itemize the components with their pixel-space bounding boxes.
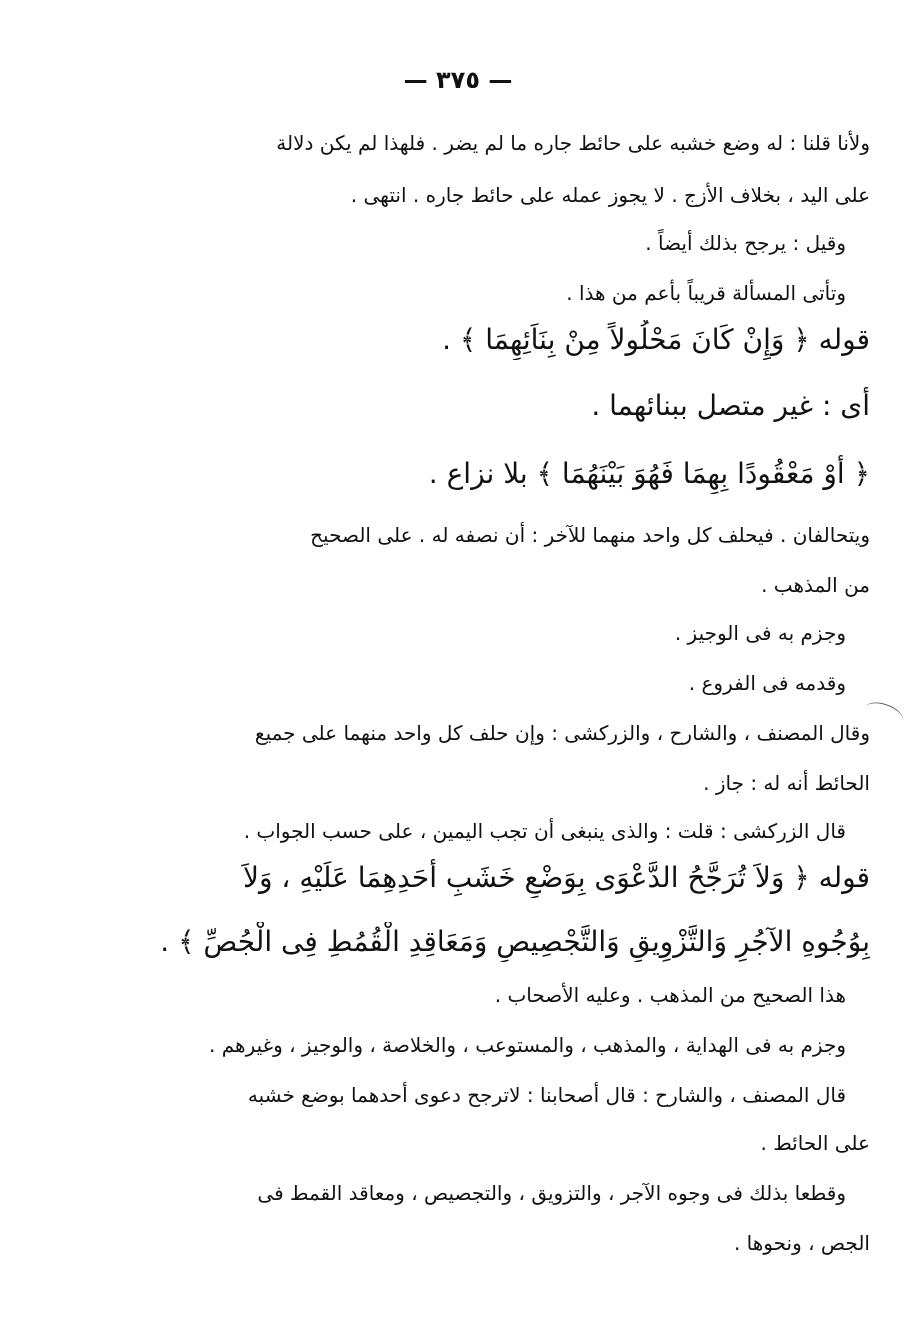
text-line: وجزم به فى الوجيز . [674, 621, 846, 645]
text-line: الجص ، ونحوها . [733, 1231, 870, 1255]
text-line: وجزم به فى الهداية ، والمذهب ، والمستوعب ، والخلاصة ، والوجيز ، وغيرهم . [209, 1033, 846, 1057]
text-line: من المذهب . [761, 573, 870, 597]
text-line: قال المصنف ، والشارح : قال أصحابنا : لاترجح دعوى أحدهما بوضع خشبه [247, 1083, 846, 1107]
text-line: ولأنا قلنا : له وضع خشبه على حائط جاره ما لم يضر . فلهذا لم يكن دلالة [276, 131, 870, 155]
quran-verse-line: بِوُجُوهِ الآجُرِ وَالتَّزْوِيقِ وَالتَّجْصِيصِ وَمَعَاقِدِ الْقُمُطِ فِى الْجُصِّ ﴾ . [160, 925, 870, 958]
text-line: على اليد ، بخلاف الأزج . لا يجوز عمله على حائط جاره . انتهى . [350, 183, 870, 207]
text-line: على الحائط . [760, 1131, 870, 1155]
text-line: هذا الصحيح من المذهب . وعليه الأصحاب . [494, 983, 846, 1007]
text-line: وقال المصنف ، والشارح ، والزركشى : وإن حلف كل واحد منهما على جميع [254, 721, 870, 745]
text-line: ويتحالفان . فيحلف كل واحد منهما للآخر : أن نصفه له . على الصحيح [310, 523, 870, 547]
text-line: الحائط أنه له : جاز . [703, 771, 870, 795]
text-line: أى : غير متصل ببنائهما . [591, 389, 870, 422]
quran-verse-line: قوله ﴿ وَلاَ تُرَجَّحُ الدَّعْوَى بِوَضْعِ خَشَبِ أَحَدِهِمَا عَلَيْهِ ، وَلاَ [243, 861, 870, 894]
quran-verse-line: ﴿ أَوْ مَعْقُودًا بِهِمَا فَهُوَ بَيْنَهُمَا ﴾ بلا نزاع . [428, 457, 870, 490]
quran-verse-line: قوله ﴿ وَإِنْ كَانَ مَحْلُولاً مِنْ بِنَاَئِهِمَا ﴾ . [442, 323, 870, 356]
text-line: وتأتى المسألة قريباً بأعم من هذا . [566, 281, 846, 305]
text-line: وقطعا بذلك فى وجوه الآجر ، والتزويق ، والتجصيص ، ومعاقد القمط فى [257, 1181, 846, 1205]
text-line: وقيل : يرجح بذلك أيضاً . [645, 231, 846, 255]
text-line: قال الزركشى : قلت : والذى ينبغى أن تجب اليمين ، على حسب الجواب . [243, 819, 846, 843]
text-line: وقدمه فى الفروع . [688, 671, 846, 695]
page-number: — ٣٧٥ — [403, 66, 513, 94]
